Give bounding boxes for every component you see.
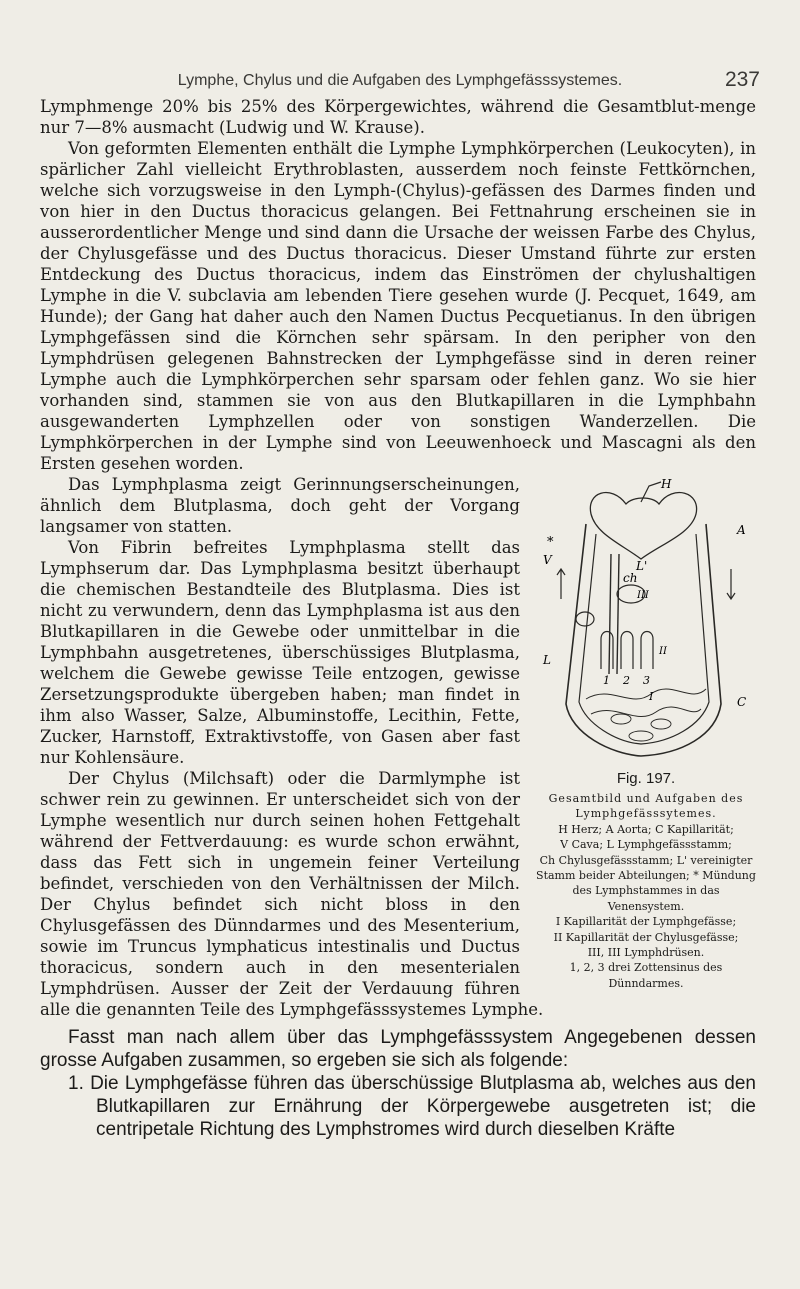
label-L-prime: L' [636, 559, 648, 573]
paragraph-1: Lymphmenge 20% bis 25% des Körpergewichtes, während die Gesamtblut-menge nur 7—8% ausmacht (Ludwig und W. Krause). [40, 97, 756, 137]
label-A: A [737, 523, 746, 537]
label-Ch: ch [623, 571, 638, 585]
caption-title: Gesamtbild und Aufgaben des Lymphgefässsytemes. [548, 792, 744, 821]
paragraph-4: Von Fibrin befreites Lymphplasma stellt das Lymphserum dar. Das Lymphplasma besitzt überhaupt die chemischen Bestandteile des Blutplasma. Dies ist nicht zu verwundern, denn das Lymphplasma ist aus den Blutkapillaren in die Gewebe oder unmittelbar in die Lymphbahn ausgetretenes, überschüssiges Blutplasma, welchem die Gewebe gewisse Teile entzogen, gewisse Zersetzungsprodukte übergeben haben; man findet in ihm also Wasser, Salze, Albuminstoffe, Lecithin, Fette, Zucker, Harnstoff, Extraktivstoffe, von Gasen aber fast nur Kohlensäure. [40, 538, 520, 767]
caption-line: Ch Chylusgefässstamm; L' vereinigter Stamm beider Abteilungen; * Mündung des Lymphstammes in das Venensystem. [536, 853, 756, 913]
caption-line: II Kapillarität der Chylusgefässe; [553, 930, 739, 944]
caption-line: III, III Lymphdrüsen. [587, 946, 705, 960]
figure-number: Fig. 197. [616, 770, 676, 787]
figure-flow [40, 474, 756, 1020]
label-2: 2 [623, 674, 630, 687]
summary-intro: Fasst man nach allem über das Lymphgefässsystem Angegebenen dessen grosse Aufgaben zusammen, so ergeben sie sich als folgende: [40, 1027, 756, 1071]
caption-line: I Kapillarität der Lymphgefässe; [555, 915, 737, 929]
label-star: * [547, 535, 554, 550]
caption-line: H Herz; A Aorta; C Kapillarität; [558, 822, 734, 836]
page-number: 237 [724, 68, 760, 91]
label-H: H [661, 477, 672, 491]
lymph-system-diagram [541, 474, 751, 764]
label-I: I [649, 690, 654, 703]
summary-item-1: 1. Die Lymphgefässe führen das überschüssige Blutplasma ab, welches aus den Blutkapillaren zur Ernährung der Körpergewebe ausgetreten ist; die centripetale Richtung des Lymphstromes wird durch dieselben Kräfte [68, 1073, 756, 1140]
label-II: II [659, 646, 667, 657]
label-L: L [543, 653, 551, 667]
paragraph-3: Das Lymphplasma zeigt Gerinnungserscheinungen, ähnlich dem Blutplasma, doch geht der Vorgang langsamer von statten. [40, 475, 520, 536]
label-V: V [543, 553, 552, 567]
running-title: Lymphe, Chylus und die Aufgaben des Lymphgefässsystemes. [177, 72, 623, 89]
label-3: 3 [643, 674, 650, 687]
caption-line: V Cava; L Lymphgefässstamm; [560, 838, 732, 852]
paragraph-2: Von geformten Elementen enthält die Lymphe Lymphkörperchen (Leukocyten), in spärlicher Zahl vielleicht Erythroblasten, ausserdem noch feinste Fettkörnchen, welche sich vorzugsweise in den Lymph-(Chylus)-gefässen des Darmes finden und von hier in den Ductus thoracicus gelangen. Bei Fettnahrung erscheinen sie in ausserordentlicher Menge und sind dann die Ursache der weissen Farbe des Chylus, der Chylusgefässe und des Ductus thoracicus. Dieser Umstand führte zur ersten Entdeckung des Ductus thoracicus, indem das Einströmen der chylushaltigen Lymphe in die V. subclavia am lebenden Tiere gesehen wurde (J. Pecquet, 1649, am Hunde); der Gang hat daher auch den Namen Ductus Pecquetianus. In den übrigen Lymphgefässen sind die Körnchen sehr spärsam. In den peripher von den Lymphdrüsen gelegenen Bahnstrecken der Lymphgefässe sind in deren reiner Lymphe auch die Lymphkörperchen sehr sparsam oder fehlen ganz. Wo sie hier vorhanden sind, stammen sie von aus den Blutkapillaren in die Lymphbahn ausgewanderten Lymphzellen oder von sonstigen Wanderzellen. Die Lymphkörperchen in der Lymphe sind von Leeuwenhoeck und Mascagni als den Ersten gesehen worden. [40, 139, 756, 473]
figure-197 [536, 474, 756, 991]
caption-line: 1, 2, 3 drei Zottensinus des Dünndarmes. [569, 961, 723, 990]
label-III: III [637, 590, 649, 601]
main-text [40, 96, 756, 1141]
label-C: C [737, 695, 747, 709]
label-1: 1 [603, 674, 610, 687]
summary-section [40, 1026, 756, 1141]
figure-caption [536, 791, 756, 991]
paragraph-5: Der Chylus (Milchsaft) oder die Darmlymphe ist schwer rein zu gewinnen. Er unterscheidet sich von der Lymphe wesentlich nur durch seinen hohen Fettgehalt während der Fettverdauung: es wurde schon erwähnt, dass das Fett sich in ungemein feiner Verteilung befindet, verschieden von den Verhältnissen der Milch. Der Chylus befindet sich nicht bloss in den Chylusgefässen des Dünndarmes und des Mesenterium, sowie im Truncus lymphaticus intestinalis und Ductus thoracicus, sondern auch in den mesenterialen Lymphdrüsen. Ausser der Zeit der Verdauung führen alle die genannten Teile des Lymphgefässsystemes Lymphe. [40, 769, 544, 1019]
